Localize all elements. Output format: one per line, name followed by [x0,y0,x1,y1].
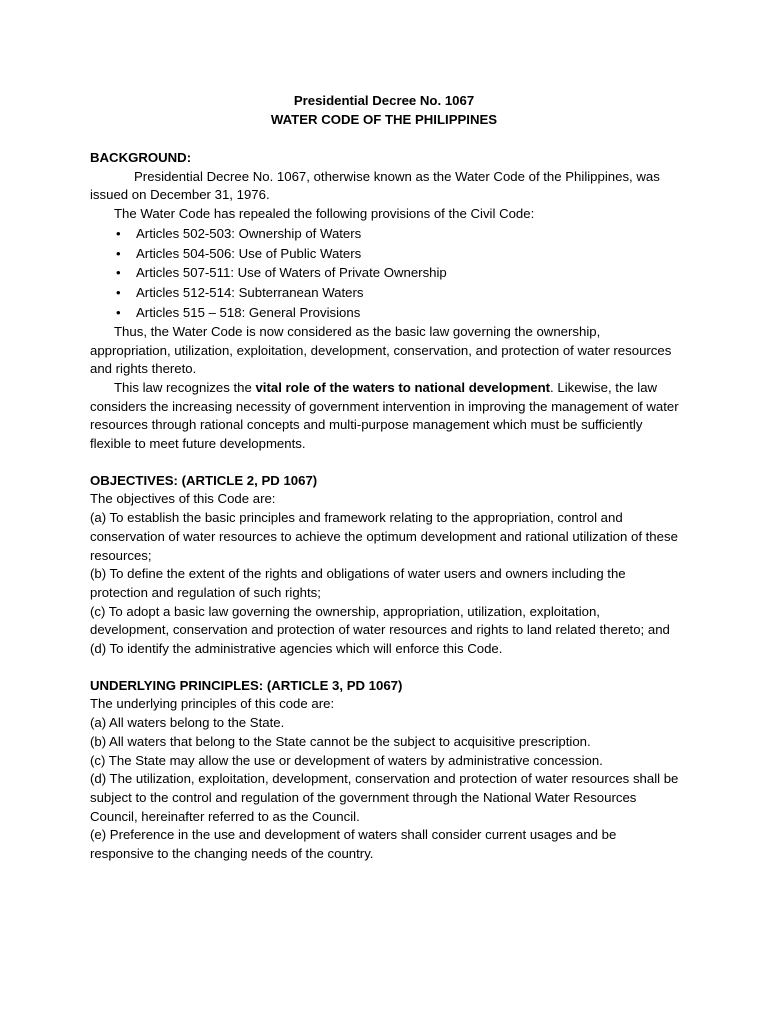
background-heading: BACKGROUND: [90,150,192,165]
principle-item: (e) Preference in the use and development of waters shall consider current usages and be responsive to the changing needs of the country. [90,827,617,862]
bullet-icon: • [116,265,121,281]
list-item-text: Articles 504-506: Use of Public Waters [136,245,362,261]
section-spacer [90,454,680,472]
objective-item: (c) To adopt a basic law governing the ownership, appropriation, utilization, exploitation, development, conservation and protection of water resources and rights to land related thereto; and [90,603,670,638]
bullet-icon: • [116,245,121,261]
list-item [114,224,680,244]
emphasis-text: vital role of the waters to national development [255,379,551,395]
principles-intro: The underlying principles of this code are: [90,696,335,712]
list-item-text: Articles 507-511: Use of Waters of Private Ownership [136,265,447,281]
bullet-icon: • [116,225,121,241]
list-item-text: Articles 512-514: Subterranean Waters [136,285,364,301]
objectives-section [90,472,680,659]
list-item [114,263,680,283]
objective-item: (b) To define the extent of the rights and obligations of water users and owners including the protection and regulation of such rights; [90,566,626,600]
paragraph-text: This law recognizes the [114,379,256,395]
list-item-text: Articles 502-503: Ownership of Waters [136,225,362,241]
document-body [90,149,680,864]
section-spacer [90,659,680,677]
list-item [114,283,680,303]
principle-item: (b) All waters that belong to the State cannot be the subject to acquisitive prescription. [90,733,591,749]
principle-item: (c) The State may allow the use or development of waters by administrative concession. [90,752,603,768]
principle-item: (d) The utilization, exploitation, development, conservation and protection of water resources shall be subject to the control and regulation of the government through the National Water Resources Council, hereinafter referred to as the Council. [90,771,679,824]
principles-section [90,677,680,864]
principle-item: (a) All waters belong to the State. [90,715,285,731]
repealed-articles-list [90,224,680,323]
background-paragraph-2: The Water Code has repealed the following provisions of the Civil Code: [114,206,535,222]
objectives-heading: OBJECTIVES: (ARTICLE 2, PD 1067) [90,472,318,488]
background-paragraph-4 [90,379,680,454]
paragraph-text: . Likewise, the law considers the increasing necessity of government intervention in improving the management of water resources through rational concepts and multi-purpose management which must be sufficiently flexible to meet future developments. [90,379,679,452]
list-item [114,303,680,323]
list-item [114,244,680,264]
background-paragraph-1: Presidential Decree No. 1067, otherwise known as the Water Code of the Philippines, was issued on December 31, 1976. [90,168,660,203]
document-title: Presidential Decree No. 1067 [293,93,475,108]
objective-item: (a) To establish the basic principles and framework relating to the appropriation, control and conservation of water resources to achieve the optimum development and rational utilization of these resources; [90,510,678,563]
principles-heading: UNDERLYING PRINCIPLES: (ARTICLE 3, PD 1067) [90,677,403,693]
background-paragraph-3: Thus, the Water Code is now considered as the basic law governing the ownership, appropriation, utilization, exploitation, development, conservation, and protection of water resources and rights thereto. [90,323,672,377]
objectives-intro: The objectives of this Code are: [90,491,276,507]
background-section [90,149,680,454]
document-subtitle: WATER CODE OF THE PHILIPPINES [270,112,498,127]
bullet-icon: • [116,305,121,320]
list-item-text: Articles 515 – 518: General Provisions [136,305,361,320]
bullet-icon: • [116,285,121,301]
objective-item: (d) To identify the administrative agencies which will enforce this Code. [90,641,503,657]
